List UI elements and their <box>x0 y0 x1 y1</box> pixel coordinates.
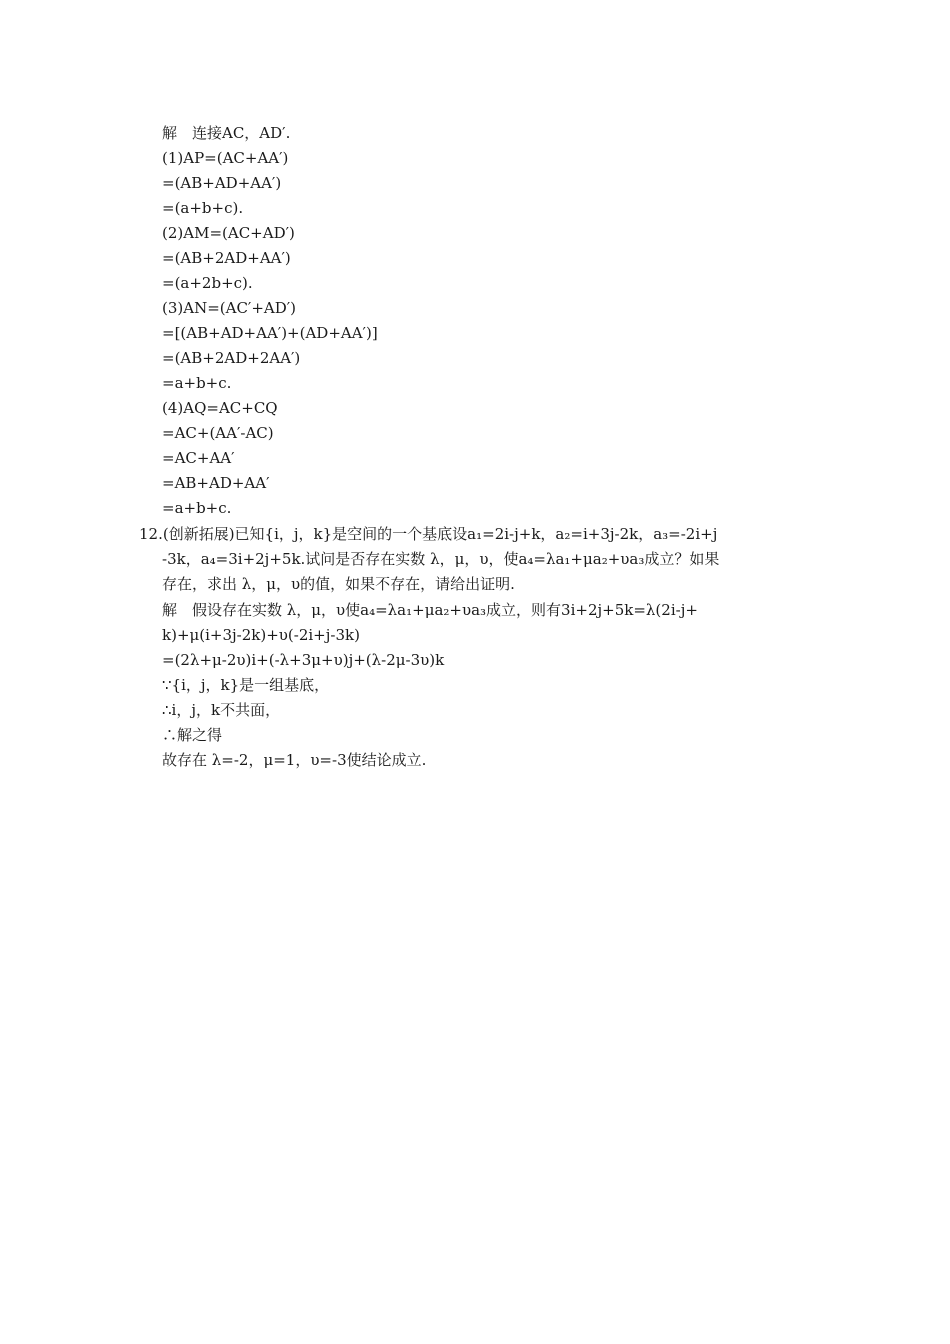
solution-line: =(AB+AD+AA′) <box>162 174 282 192</box>
problem-12-solution-line: ∴i，j，k不共面， <box>162 701 281 719</box>
problem-12-statement-line: 12.(创新拓展)已知{i，j，k}是空间的一个基底设a₁=2i-j+k，a₂=i+3j-2k，a₃=-2i+j <box>139 525 718 543</box>
problem-12-solution-line: k)+μ(i+3j-2k)+υ(-2i+j-3k) <box>162 626 360 644</box>
solution-line: (4)AQ=AC+CQ <box>162 399 278 417</box>
problem-12-statement-line: -3k，a₄=3i+2j+5k.试问是否存在实数 λ，μ，υ，使a₄=λa₁+μa₂+υa₃成立？如果 <box>162 550 720 568</box>
problem-12-solution-line: ∴解之得 <box>162 726 223 744</box>
problem-12-statement-line: 存在，求出 λ，μ，υ的值，如果不存在，请给出证明. <box>162 575 515 593</box>
solution-line: =AC+AA′ <box>162 449 235 467</box>
solution-line: =AC+(AA′-AC) <box>162 424 274 442</box>
solution-line: (3)AN=(AC′+AD′) <box>162 299 297 317</box>
solution-line: =[(AB+AD+AA′)+(AD+AA′)] <box>162 324 378 342</box>
solution-line: =(AB+2AD+AA′) <box>162 249 291 267</box>
solution-line: =(a+b+c). <box>162 199 244 217</box>
solution-line: (2)AM=(AC+AD′) <box>162 224 295 242</box>
problem-12-solution-line: 解 假设存在实数 λ，μ，υ使a₄=λa₁+μa₂+υa₃成立，则有3i+2j+5k=λ(2i-j+ <box>162 601 698 619</box>
solution-line: =AB+AD+AA′ <box>162 474 270 492</box>
solution-line: =(a+2b+c). <box>162 274 253 292</box>
solution-line: =a+b+c. <box>162 499 232 517</box>
problem-12-conclusion: 故存在 λ=-2，μ=1，υ=-3使结论成立. <box>162 751 427 769</box>
problem-12-solution-line: ∵{i，j，k}是一组基底， <box>162 676 330 694</box>
solution-line: (1)AP=(AC+AA′) <box>162 149 289 167</box>
solution-line: =a+b+c. <box>162 374 232 392</box>
problem-12-solution-line: =(2λ+μ-2υ)i+(-λ+3μ+υ)j+(λ-2μ-3υ)k <box>162 651 445 669</box>
solution-line: 解 连接AC，AD′. <box>162 124 291 142</box>
solution-line: =(AB+2AD+2AA′) <box>162 349 301 367</box>
